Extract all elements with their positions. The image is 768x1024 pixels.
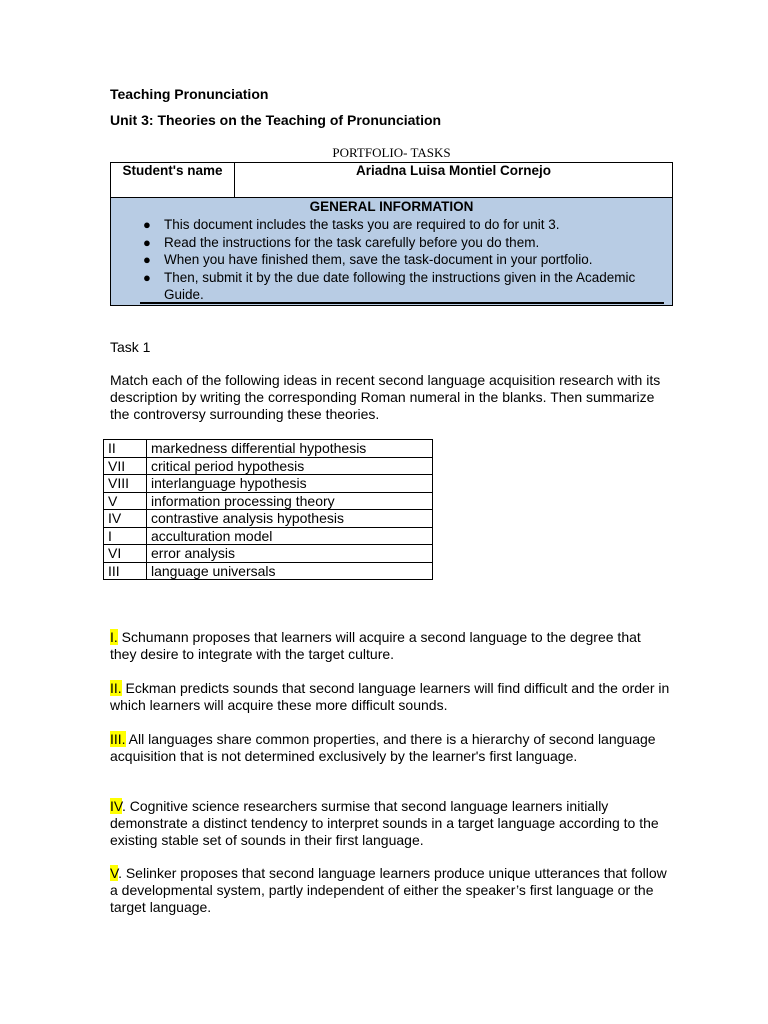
list-item: ● This document includes the tasks you are required to do for unit 3. [143,217,560,232]
course-title: Teaching Pronunciation [110,86,269,102]
bullet-icon: ● [143,269,151,285]
student-label: Student's name [111,163,235,197]
matching-table [103,439,433,580]
numeral-cell: VIII [104,475,147,493]
table-row [104,492,433,510]
portfolio-label: PORTFOLIO- TASKS [332,145,451,160]
theory-cell: error analysis [147,545,433,563]
task-title: Task 1 [110,339,151,355]
bullet-icon: ● [143,217,151,232]
numeral-cell: IV [104,510,147,528]
description-paragraph: III. All languages share common properties, and there is a hierarchy of second language acquisition that is not determined exclusively by the learner's first language. [110,731,656,764]
highlighted-numeral: II. [110,680,122,696]
numeral-cell: III [104,562,147,580]
highlighted-numeral: I. [110,629,118,645]
general-info-section [111,198,672,305]
numeral-cell: II [104,440,147,458]
theory-cell: contrastive analysis hypothesis [147,510,433,528]
unit-title: Unit 3: Theories on the Teaching of Pronunciation [110,112,442,128]
description-paragraph: V. Selinker proposes that second language learners produce unique utterances that follow a developmental system, partly independent of either the speaker’s first language or the target language. [110,865,667,915]
table-row [104,440,433,458]
table-row [104,510,433,528]
bullet-icon: ● [143,234,151,250]
highlighted-numeral: III. [110,731,126,747]
theory-cell: critical period hypothesis [147,457,433,475]
description-paragraph: II. Eckman predicts sounds that second language learners will find difficult and the order in which learners will acquire these more difficult sounds. [110,680,670,713]
student-name: Ariadna Luisa Montiel Cornejo [355,163,552,178]
theory-cell: acculturation model [147,527,433,545]
numeral-cell: V [104,492,147,510]
numeral-cell: VI [104,545,147,563]
description-paragraph: IV. Cognitive science researchers surmise that second language learners initially demonstrate a distinct tendency to interpret sounds in a target language according to the existing stable set of sounds in their first language. [110,798,659,848]
theory-cell: interlanguage hypothesis [147,475,433,493]
bullet-icon: ● [143,252,151,267]
highlighted-numeral: IV [110,798,122,814]
theory-cell: language universals [147,562,433,580]
theory-cell: markedness differential hypothesis [147,440,433,458]
list-item: ● When you have finished them, save the task-document in your portfolio. [143,252,593,267]
table-row [104,457,433,475]
section-divider [140,302,664,304]
general-info-title: GENERAL INFORMATION [309,199,474,214]
numeral-cell: VII [104,457,147,475]
table-row [104,475,433,493]
info-table [110,162,673,306]
table-row [104,527,433,545]
numeral-cell: I [104,527,147,545]
description-paragraph: I. Schumann proposes that learners will acquire a second language to the degree that they desire to integrate with the target culture. [110,629,641,662]
general-info-list [133,216,654,304]
list-item: ● Then, submit it by the due date following the instructions given in the Academic Guide. [143,269,636,302]
theory-cell: information processing theory [147,492,433,510]
task-instructions: Match each of the following ideas in recent second language acquisition research with its description by writing the corresponding Roman numeral in the blanks. Then summarize the controversy surrounding these theories. [110,372,661,422]
highlighted-numeral: V [110,865,119,881]
table-row [104,562,433,580]
table-row [104,545,433,563]
student-row [111,163,672,198]
list-item: ● Read the instructions for the task carefully before you do them. [143,234,540,250]
